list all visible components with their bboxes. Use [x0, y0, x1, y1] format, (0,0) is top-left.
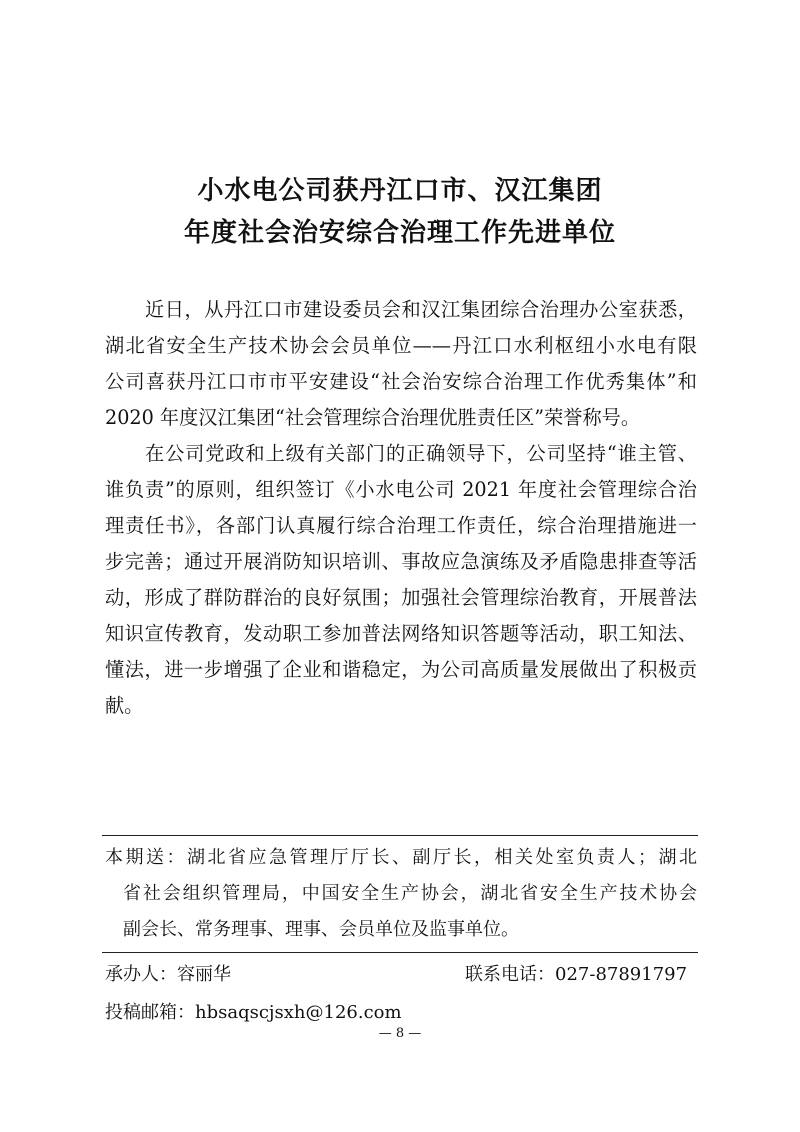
contact-handler: 承办人：容丽华 — [105, 964, 231, 985]
paragraph-2-line-7: 懂法，进一步增强了企业和谐稳定，为公司高质量发展做出了积极贡 — [105, 658, 697, 681]
paragraph-2-line-2: 谁负责”的原则，组织签订《小水电公司 2021 年度社会管理综合治 — [105, 478, 697, 501]
paragraph-2-line-1: 在公司党政和上级有关部门的正确领导下，公司坚持“谁主管、 — [145, 442, 697, 465]
paragraph-1-line-3: 公司喜获丹江口市市平安建设“社会治安综合治理工作优秀集体”和 — [105, 370, 697, 393]
article-title-line-1: 小水电公司获丹江口市、汉江集团 — [197, 176, 603, 206]
contact-phone: 联系电话：027-87891797 — [465, 964, 688, 985]
contact-email: 投稿邮箱：hbsaqscjsxh@126.com — [105, 1002, 402, 1023]
distribution-line-1: 本期送：湖北省应急管理厅厅长、副厅长，相关处室负责人；湖北 — [105, 847, 697, 868]
paragraph-2-line-8: 献。 — [105, 694, 144, 717]
paragraph-1-line-1: 近日，从丹江口市建设委员会和汉江集团综合治理办公室获悉， — [145, 298, 697, 321]
contact-top-rule — [102, 952, 698, 953]
page-number: — 8 — — [378, 1026, 422, 1041]
paragraph-1-line-2: 湖北省安全生产技术协会会员单位——丹江口水利枢纽小水电有限 — [105, 334, 697, 357]
article-title-line-2: 年度社会治安综合治理工作先进单位 — [183, 218, 616, 248]
paragraph-2-line-6: 知识宣传教育，发动职工参加普法网络知识答题等活动，职工知法、 — [105, 622, 697, 645]
distribution-top-rule — [102, 835, 698, 836]
distribution-line-2: 省社会组织管理局，中国安全生产协会，湖北省安全生产技术协会 — [123, 883, 697, 904]
paragraph-2-line-5: 动，形成了群防群治的良好氛围；加强社会管理综治教育，开展普法 — [105, 586, 697, 609]
paragraph-1-line-4: 2020 年度汉江集团“社会管理综合治理优胜责任区”荣誉称号。 — [105, 406, 641, 429]
paragraph-2-line-4: 步完善；通过开展消防知识培训、事故应急演练及矛盾隐患排查等活 — [105, 550, 697, 573]
paragraph-2-line-3: 理责任书》，各部门认真履行综合治理工作责任，综合治理措施进一 — [105, 514, 697, 537]
distribution-line-3: 副会长、常务理事、理事、会员单位及监事单位。 — [123, 919, 519, 940]
